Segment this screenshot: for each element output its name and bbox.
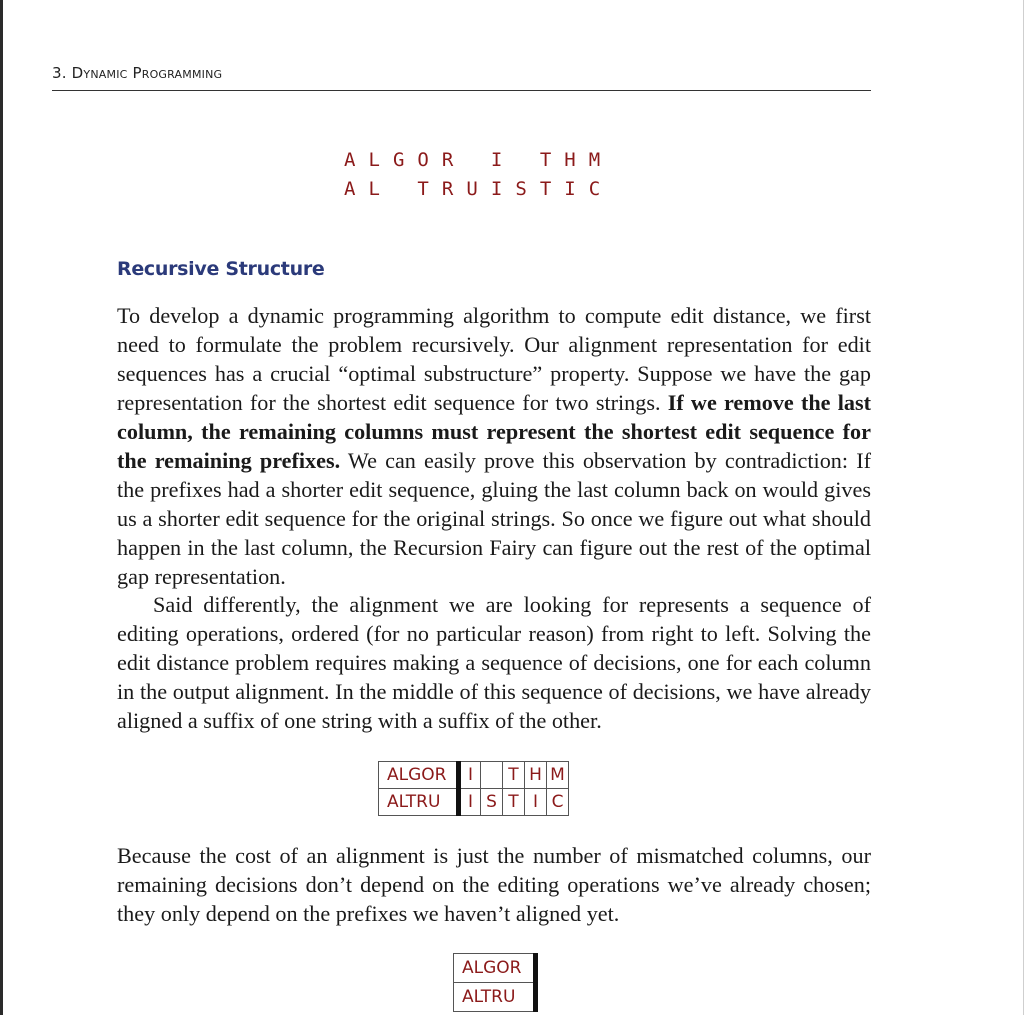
table-cell: ALGOR (379, 762, 459, 789)
table-cell: ALTRU (454, 983, 536, 1012)
table-row (379, 789, 569, 816)
paragraph-3: Because the cost of an alignment is just the number of mismatched columns, our remaining decisions don’t depend on the editing operations we’ve already chosen; they only depend on the prefixes we haven’t aligned yet. (117, 843, 871, 926)
paragraph-1-start: To develop a dynamic programming algorithm to compute edit distance, we first need to formulate the problem recursively. Our alignment representation for edit sequences has a crucial “optimal substructure” property. Suppose we have the gap representation for the shortest edit sequence for two strings. (117, 303, 871, 415)
running-head: 3. Dynamic Programming (52, 64, 223, 82)
header-rule (52, 90, 871, 91)
table-cell: T (503, 789, 525, 816)
table-cell: T (503, 762, 525, 789)
section-title: Recursive Structure (117, 258, 325, 280)
page-left-edge (0, 0, 3, 1015)
table-cell: ALTRU (379, 789, 459, 816)
prefix-alignment-table (453, 953, 538, 1012)
paragraph-1-end: We can easily prove this observation by contradiction: If the prefixes had a shorter edit sequence, gluing the last column back on would gives us a shorter edit sequence for the original strings. So once we figure out what should happen in the last column, the Recursion Fairy can figure out the rest of the optimal gap representation. (117, 447, 871, 589)
table-cell: H (525, 762, 547, 789)
suffix-alignment-table (378, 761, 569, 816)
table-cell: ALGOR (454, 954, 536, 983)
paragraph-1-bold: If we remove the last column, the remaining columns must represent the shortest edit sequence for the remaining prefixes. (117, 389, 871, 473)
table-row (379, 762, 569, 789)
table-cell: S (481, 789, 503, 816)
table-cell: I (525, 789, 547, 816)
table-row (454, 954, 536, 983)
table-cell: C (547, 789, 569, 816)
paragraph-1 (117, 302, 871, 592)
top-alignment-row-1: A L G O R I T H M (344, 149, 602, 171)
table-cell: I (459, 762, 481, 789)
table-cell: M (547, 762, 569, 789)
top-alignment-row-2: A L T R U I S T I C (344, 178, 602, 200)
table-cell: I (459, 789, 481, 816)
paragraph-2: Said differently, the alignment we are looking for represents a sequence of editing operations, ordered (for no particular reason) from right to left. Solving the edit distance problem requires making a sequence of decisions, one for each column in the output alignment. In the middle of this sequence of decisions, we have already aligned a suffix of one string with a suffix of the other. (117, 592, 871, 733)
table-row (454, 983, 536, 1012)
table-cell (481, 762, 503, 789)
